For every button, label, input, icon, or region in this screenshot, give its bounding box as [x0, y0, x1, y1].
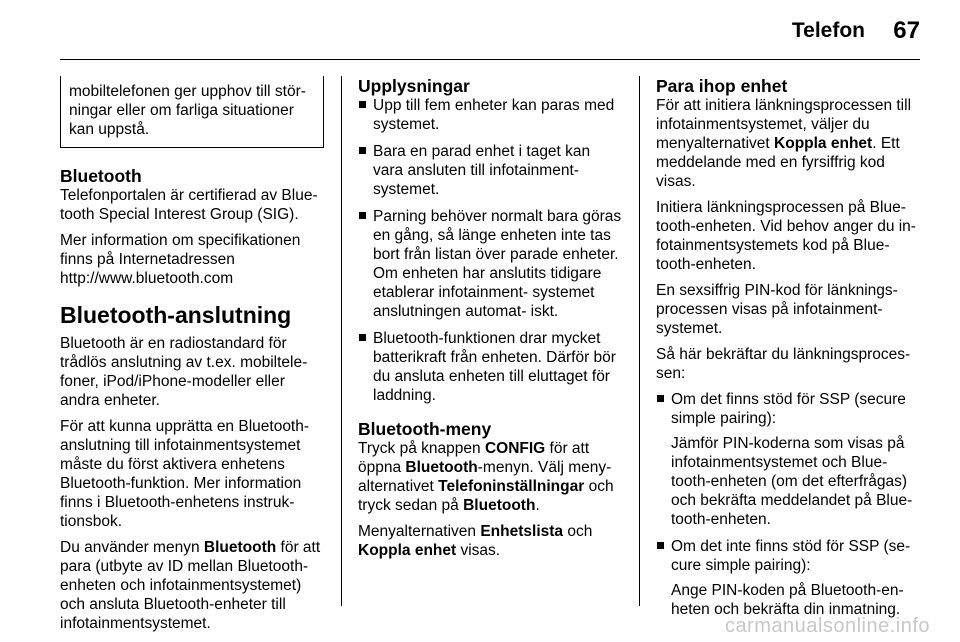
- text-run: Menyalternativen: [358, 523, 481, 540]
- text-run: -menyn. Välj meny- alternativet: [358, 459, 612, 495]
- menu-term-bluetooth: Bluetooth: [463, 497, 536, 514]
- list-item-text: Parning behöver normalt bara göras en gång, så länge enheten inte tas bort från listan över parade enheter. Om enheten har anslutits tidigare etablerar infotainment- systemet anslutningen automat- iskt.: [373, 208, 622, 320]
- connection-paragraph-1: Bluetooth är en radiostandard för trådlös anslutning av t.ex. mobiltele- foner, iPod/iPhone-modeller eller andra enheter.: [60, 335, 308, 409]
- bluetooth-connection-heading: Bluetooth-anslutning: [60, 302, 292, 328]
- bullet-square-icon: [359, 101, 366, 108]
- list-item: [656, 537, 922, 619]
- text-run: och tryck sedan på: [358, 478, 614, 514]
- text-run: .: [535, 497, 540, 514]
- text-run: . Ett meddelande med en fyrsiffrig kod visas.: [656, 135, 900, 190]
- page-title: Telefon: [791, 19, 865, 42]
- menu-paragraph-2: [358, 522, 624, 560]
- page-header: [0, 0, 960, 58]
- pair-device-heading: Para ihop enhet: [656, 76, 788, 96]
- menu-term-phone-settings: Telefoninställningar: [438, 478, 585, 495]
- text-run: och: [563, 523, 593, 540]
- text-run: för att para (utbyte av ID mellan Bluetooth- enheten och infotainmentsystemet) och ansluta Bluetooth-enheter till infotainmentsystemet.: [60, 539, 321, 632]
- connection-paragraph-3: [60, 538, 324, 633]
- bluetooth-paragraph-2: [60, 231, 324, 288]
- bluetooth-menu-heading: Bluetooth-meny: [358, 419, 492, 439]
- connection-paragraph-2: För att kunna upprätta en Bluetooth- anslutning till infotainmentsystemet måste du först aktivera enhetens Bluetooth-funktion. Mer information finns i Bluetooth-enhetens instruk- tionsbok.: [60, 418, 310, 530]
- note-box: [60, 76, 324, 148]
- bullet-square-icon: [657, 542, 664, 549]
- information-list: [358, 96, 624, 405]
- column-divider-1: [341, 76, 342, 606]
- column-2: [358, 76, 624, 567]
- list-item-subtext: Jämför PIN-koderna som visas på infotainmentsystemet och Blue- tooth-enheten (om det efterfrågas) och bekräfta meddelandet på Blue- tooth-enheten.: [671, 435, 913, 528]
- pair-paragraph-2: Initiera länkningsprocessen på Blue- tooth-enheten. Vid behov anger du in- fotainmentsystemets kod på Blue- tooth-enheten.: [656, 199, 916, 273]
- bluetooth-paragraph-2-text: Mer information om specifikationen finns på Internetadressen: [60, 232, 301, 268]
- bullet-square-icon: [359, 334, 366, 341]
- menu-term-pair-device: Koppla enhet: [774, 135, 873, 152]
- list-item-text: Om det finns stöd för SSP (secure simple pairing):: [671, 391, 906, 427]
- list-item-text: Bara en parad enhet i taget kan vara ansluten till infotainment- systemet.: [373, 143, 591, 198]
- list-item-subtext: Ange PIN-koden på Bluetooth-en- heten och bekräfta din inmatning.: [671, 582, 904, 618]
- menu-term-pair-device: Koppla enhet: [358, 542, 457, 559]
- confirm-list: [656, 390, 922, 619]
- menu-paragraph-1: [358, 439, 624, 515]
- text-run: visas.: [456, 542, 501, 559]
- column-divider-2: [639, 76, 640, 606]
- text-run: för att öppna: [358, 440, 590, 476]
- list-item: [358, 207, 624, 321]
- header-rule: [60, 59, 920, 60]
- menu-term-device-list: Enhetslista: [480, 523, 564, 540]
- text-run: För att initiera länkningsprocessen till infotainmentsystemet, väljer du menyalternativet: [656, 97, 912, 152]
- list-item: [358, 96, 624, 134]
- list-item-text: Om det inte finns stöd för SSP (se- cure simple pairing):: [671, 538, 911, 574]
- page-number: 67: [893, 17, 920, 44]
- watermark: carmanualsonline.info: [724, 615, 930, 637]
- text-run: Du använder menyn: [60, 539, 204, 556]
- column-1: [60, 76, 324, 640]
- list-item: [656, 390, 922, 529]
- button-term-config: CONFIG: [484, 440, 546, 457]
- list-item-text: Upp till fem enheter kan paras med systemet.: [373, 97, 615, 133]
- bullet-square-icon: [359, 212, 366, 219]
- pair-paragraph-3: En sexsiffrig PIN-kod för länknings- processen visas på infotainment- systemet.: [656, 282, 898, 337]
- menu-term-bluetooth: Bluetooth: [203, 539, 277, 556]
- list-item-text: Bluetooth-funktionen drar mycket batterikraft från enheten. Därför bör du ansluta enheten till eluttaget för laddning.: [373, 330, 616, 404]
- pair-paragraph-4: Så här bekräftar du länkningsproces- sen:: [656, 346, 911, 382]
- column-3: [656, 76, 922, 627]
- bluetooth-paragraph-1: Telefonportalen är certifierad av Blue- tooth Special Interest Group (SIG).: [60, 187, 318, 223]
- bullet-square-icon: [657, 395, 664, 402]
- bluetooth-heading: Bluetooth: [60, 166, 142, 186]
- bullet-square-icon: [359, 147, 366, 154]
- list-item: [358, 329, 624, 405]
- text-run: Tryck på knappen: [358, 440, 485, 457]
- information-heading: Upplysningar: [358, 76, 470, 96]
- pair-paragraph-1: [656, 96, 922, 191]
- menu-term-bluetooth: Bluetooth: [405, 459, 478, 476]
- bluetooth-url: http://www.bluetooth.com: [60, 270, 234, 287]
- list-item: [358, 142, 624, 199]
- note-text: mobiltelefonen ger upphov till stör- ningar eller om farliga situationer kan uppstå.: [69, 83, 306, 138]
